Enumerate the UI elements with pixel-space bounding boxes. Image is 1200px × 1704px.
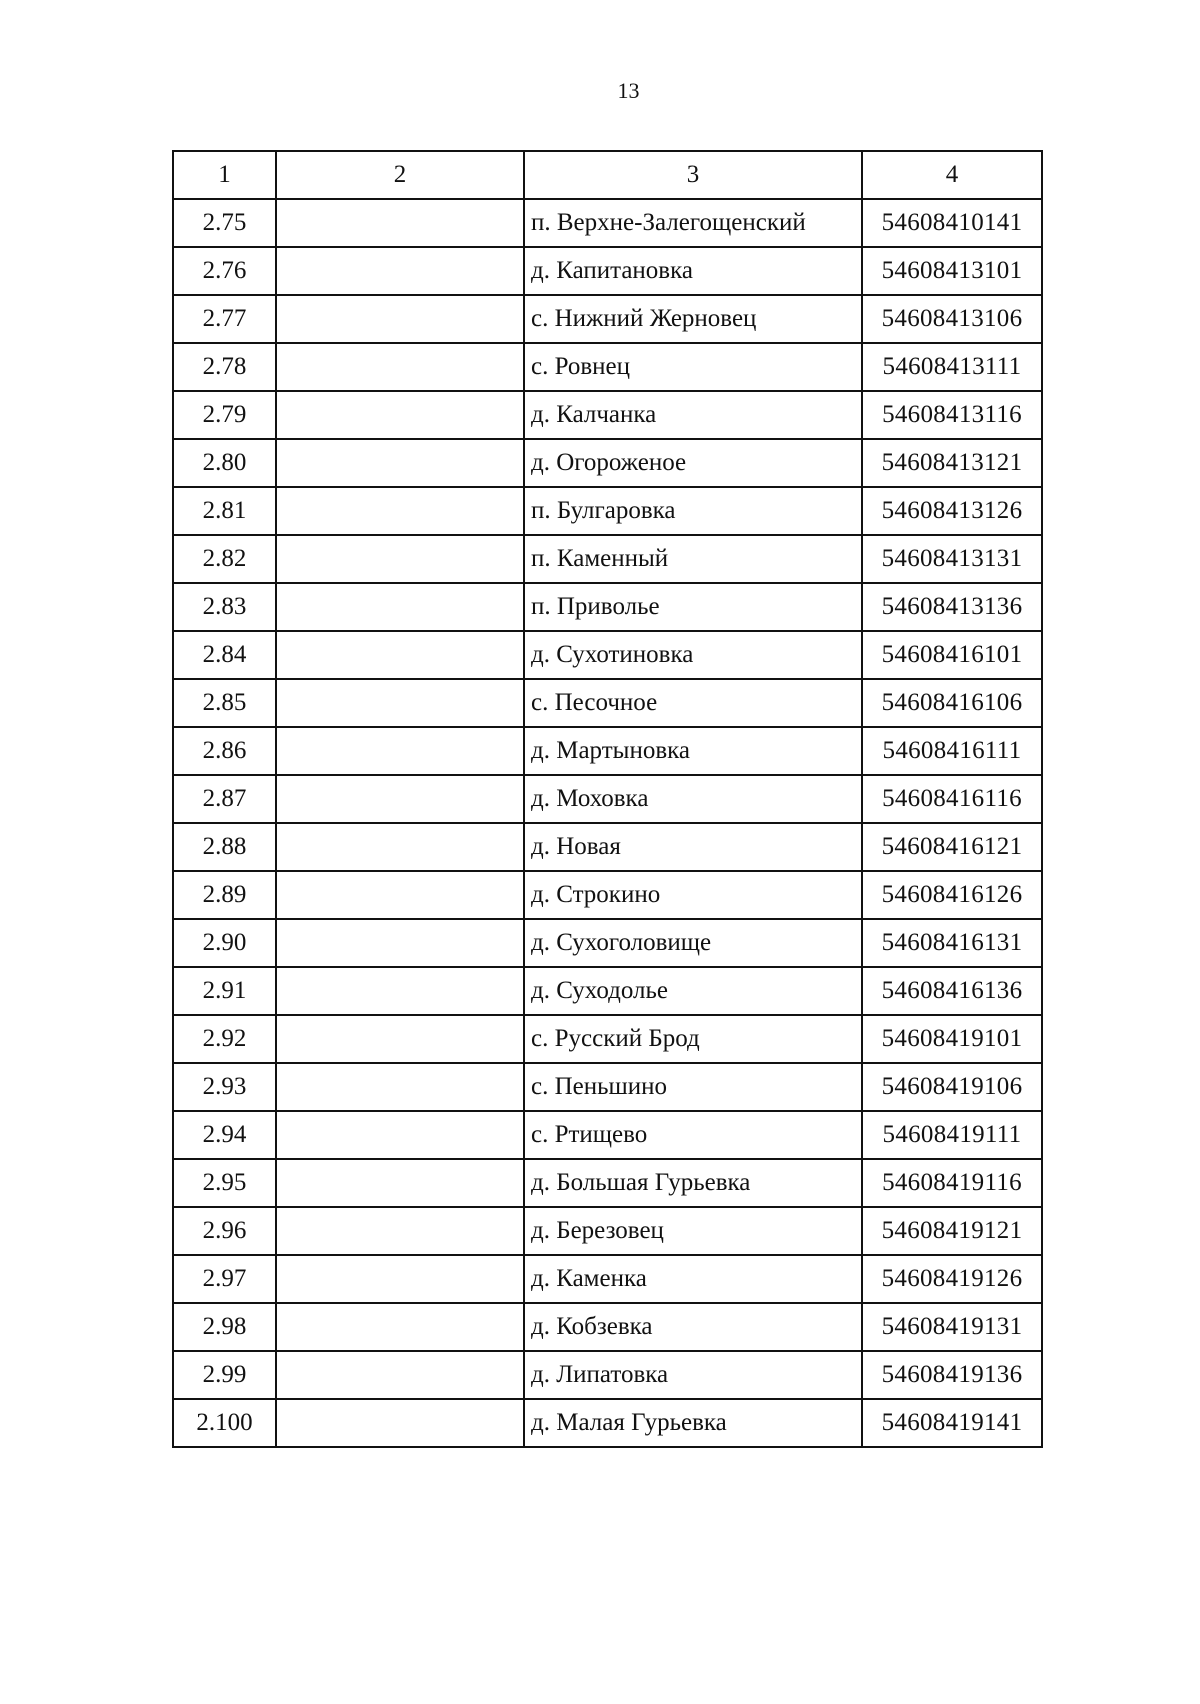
- row-col-2: [276, 823, 524, 871]
- oktmo-code: 54608413131: [862, 535, 1042, 583]
- oktmo-code: 54608416131: [862, 919, 1042, 967]
- row-number: 2.92: [173, 1015, 276, 1063]
- row-number: 2.84: [173, 631, 276, 679]
- oktmo-code: 54608419101: [862, 1015, 1042, 1063]
- settlement-name: п. Приволье: [524, 583, 862, 631]
- row-number: 2.97: [173, 1255, 276, 1303]
- table-row: [173, 583, 1042, 631]
- table-row: [173, 343, 1042, 391]
- table-row: [173, 1351, 1042, 1399]
- row-col-2: [276, 727, 524, 775]
- oktmo-code: 54608413121: [862, 439, 1042, 487]
- table-row: [173, 871, 1042, 919]
- oktmo-code: 54608419141: [862, 1399, 1042, 1447]
- settlement-name: д. Сухотиновка: [524, 631, 862, 679]
- header-col-2: 2: [276, 151, 524, 199]
- row-col-2: [276, 439, 524, 487]
- settlement-name: д. Моховка: [524, 775, 862, 823]
- settlement-name: д. Капитановка: [524, 247, 862, 295]
- oktmo-code: 54608419126: [862, 1255, 1042, 1303]
- row-col-2: [276, 1399, 524, 1447]
- row-col-2: [276, 1303, 524, 1351]
- oktmo-code: 54608419121: [862, 1207, 1042, 1255]
- page-number: 13: [617, 78, 640, 103]
- row-col-2: [276, 1159, 524, 1207]
- settlement-name: с. Ртищево: [524, 1111, 862, 1159]
- row-col-2: [276, 391, 524, 439]
- row-number: 2.82: [173, 535, 276, 583]
- oktmo-code: 54608419131: [862, 1303, 1042, 1351]
- row-col-2: [276, 775, 524, 823]
- row-col-2: [276, 919, 524, 967]
- header-col-1: 1: [173, 151, 276, 199]
- oktmo-code: 54608419136: [862, 1351, 1042, 1399]
- table-row: [173, 295, 1042, 343]
- row-number: 2.87: [173, 775, 276, 823]
- oktmo-code: 54608416106: [862, 679, 1042, 727]
- oktmo-code: 54608416101: [862, 631, 1042, 679]
- row-number: 2.93: [173, 1063, 276, 1111]
- oktmo-code: 54608413136: [862, 583, 1042, 631]
- table-row: [173, 1063, 1042, 1111]
- row-number: 2.80: [173, 439, 276, 487]
- row-col-2: [276, 1255, 524, 1303]
- row-number: 2.90: [173, 919, 276, 967]
- row-number: 2.85: [173, 679, 276, 727]
- row-col-2: [276, 679, 524, 727]
- table-row: [173, 919, 1042, 967]
- settlement-name: д. Новая: [524, 823, 862, 871]
- row-number: 2.91: [173, 967, 276, 1015]
- oktmo-code: 54608416121: [862, 823, 1042, 871]
- row-col-2: [276, 631, 524, 679]
- settlement-name: с. Нижний Жерновец: [524, 295, 862, 343]
- row-number: 2.95: [173, 1159, 276, 1207]
- settlement-name: п. Булгаровка: [524, 487, 862, 535]
- row-number: 2.98: [173, 1303, 276, 1351]
- header-row: [173, 151, 1042, 199]
- table-row: [173, 823, 1042, 871]
- oktmo-code: 54608419111: [862, 1111, 1042, 1159]
- row-number: 2.81: [173, 487, 276, 535]
- row-number: 2.76: [173, 247, 276, 295]
- settlement-name: с. Песочное: [524, 679, 862, 727]
- row-number: 2.99: [173, 1351, 276, 1399]
- row-col-2: [276, 247, 524, 295]
- row-col-2: [276, 583, 524, 631]
- oktmo-code: 54608419116: [862, 1159, 1042, 1207]
- row-col-2: [276, 967, 524, 1015]
- row-col-2: [276, 1351, 524, 1399]
- settlement-name: д. Каменка: [524, 1255, 862, 1303]
- settlement-name: д. Липатовка: [524, 1351, 862, 1399]
- row-col-2: [276, 1015, 524, 1063]
- settlement-name: п. Верхне-Залегощенский: [524, 199, 862, 247]
- table-row: [173, 1207, 1042, 1255]
- oktmo-code: 54608413116: [862, 391, 1042, 439]
- row-col-2: [276, 1207, 524, 1255]
- oktmo-code: 54608413111: [862, 343, 1042, 391]
- table-row: [173, 1015, 1042, 1063]
- table-row: [173, 1159, 1042, 1207]
- table-header: [173, 151, 1042, 199]
- settlement-name: д. Сухоголовище: [524, 919, 862, 967]
- oktmo-code: 54608416116: [862, 775, 1042, 823]
- table-row: [173, 679, 1042, 727]
- settlement-name: д. Калчанка: [524, 391, 862, 439]
- settlement-name: д. Малая Гурьевка: [524, 1399, 862, 1447]
- header-col-3: 3: [524, 151, 862, 199]
- row-number: 2.94: [173, 1111, 276, 1159]
- settlement-name: с. Ровнец: [524, 343, 862, 391]
- settlement-name: д. Строкино: [524, 871, 862, 919]
- row-col-2: [276, 871, 524, 919]
- oktmo-code: 54608413101: [862, 247, 1042, 295]
- row-number: 2.77: [173, 295, 276, 343]
- table-row: [173, 1255, 1042, 1303]
- table-row: [173, 1303, 1042, 1351]
- table-row: [173, 775, 1042, 823]
- row-col-2: [276, 1063, 524, 1111]
- settlement-name: с. Пеньшино: [524, 1063, 862, 1111]
- oktmo-code: 54608416136: [862, 967, 1042, 1015]
- table-row: [173, 631, 1042, 679]
- oktmo-code: 54608416126: [862, 871, 1042, 919]
- table-row: [173, 391, 1042, 439]
- table-row: [173, 727, 1042, 775]
- oktmo-code: 54608419106: [862, 1063, 1042, 1111]
- table-row: [173, 247, 1042, 295]
- row-col-2: [276, 535, 524, 583]
- row-col-2: [276, 295, 524, 343]
- table-row: [173, 487, 1042, 535]
- row-col-2: [276, 343, 524, 391]
- row-number: 2.88: [173, 823, 276, 871]
- settlement-name: д. Березовец: [524, 1207, 862, 1255]
- table-row: [173, 439, 1042, 487]
- settlement-name: д. Мартыновка: [524, 727, 862, 775]
- settlement-name: с. Русский Брод: [524, 1015, 862, 1063]
- settlement-name: п. Каменный: [524, 535, 862, 583]
- row-col-2: [276, 487, 524, 535]
- row-number: 2.78: [173, 343, 276, 391]
- settlement-name: д. Кобзевка: [524, 1303, 862, 1351]
- table-row: [173, 199, 1042, 247]
- row-number: 2.79: [173, 391, 276, 439]
- table-body: [173, 199, 1042, 1447]
- table-row: [173, 1111, 1042, 1159]
- table-row: [173, 967, 1042, 1015]
- oktmo-code: 54608410141: [862, 199, 1042, 247]
- settlement-name: д. Большая Гурьевка: [524, 1159, 862, 1207]
- settlement-name: д. Огороженое: [524, 439, 862, 487]
- oktmo-code: 54608413126: [862, 487, 1042, 535]
- oktmo-code: 54608416111: [862, 727, 1042, 775]
- table-row: [173, 535, 1042, 583]
- row-number: 2.75: [173, 199, 276, 247]
- row-col-2: [276, 199, 524, 247]
- row-col-2: [276, 1111, 524, 1159]
- settlement-name: д. Суходолье: [524, 967, 862, 1015]
- row-number: 2.100: [173, 1399, 276, 1447]
- settlements-table: [172, 150, 1043, 1448]
- table-row: [173, 1399, 1042, 1447]
- row-number: 2.86: [173, 727, 276, 775]
- row-number: 2.83: [173, 583, 276, 631]
- oktmo-code: 54608413106: [862, 295, 1042, 343]
- header-col-4: 4: [862, 151, 1042, 199]
- row-number: 2.89: [173, 871, 276, 919]
- row-number: 2.96: [173, 1207, 276, 1255]
